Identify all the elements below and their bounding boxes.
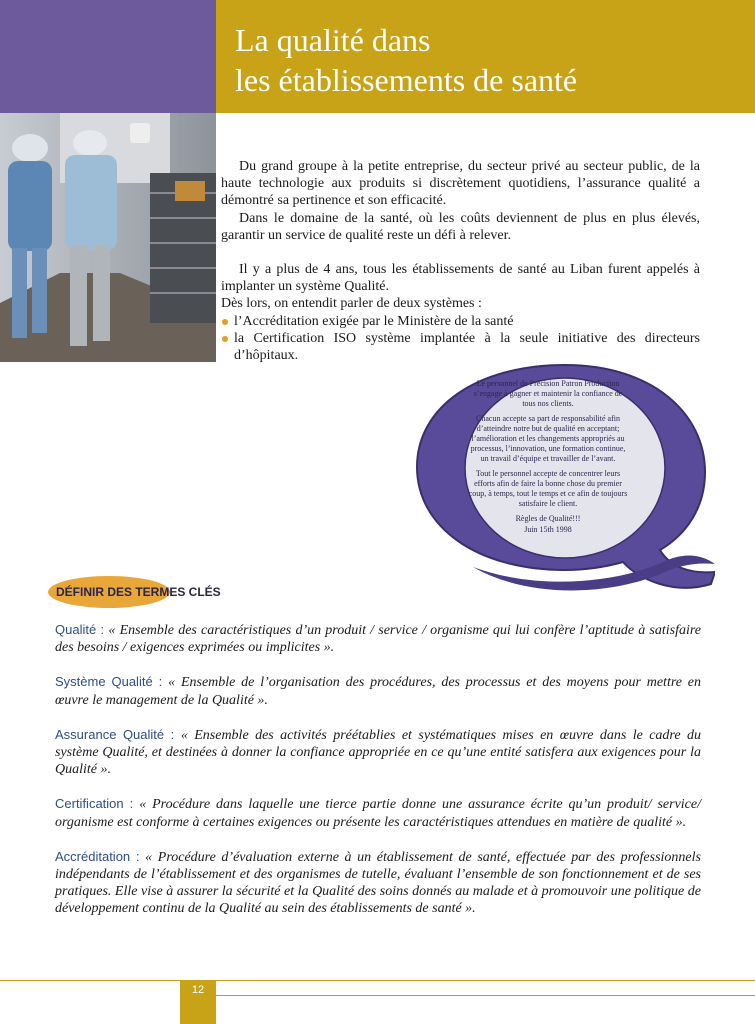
list-item: l’Accréditation exigée par le Ministère de la santé xyxy=(221,313,700,330)
page-number-box xyxy=(180,981,216,1024)
footer-rule-grey xyxy=(216,995,755,996)
term-label: Système Qualité : xyxy=(55,674,169,690)
term-definition: « Ensemble de l’organisation des procédures, des processus et des moyens pour mettre en œuvre le management de la Qualité ». xyxy=(55,675,701,708)
charter-date: Juin 15th 1998 xyxy=(524,525,572,534)
page-number: 12 xyxy=(191,984,205,996)
title-line-1: La qualité dans xyxy=(235,22,431,58)
definition-qualite xyxy=(55,621,701,656)
systems-list xyxy=(221,313,700,365)
intro-paragraph-1: Du grand groupe à la petite entreprise, du secteur privé au secteur public, de la haute technologie aux produits si discrètement quotidiens, l’assurance qualité a démontré sa pertinence et son efficacité. xyxy=(221,159,700,209)
header-purple-block xyxy=(0,0,216,113)
term-definition: « Ensemble des caractéristiques d’un produit / service / organisme qui lui confère l’aptitude à satisfaire des besoins / exigences exprimées ou implicites ». xyxy=(55,623,702,656)
term-label: Assurance Qualité : xyxy=(55,726,181,742)
intro-text xyxy=(221,158,700,364)
quality-charter-text xyxy=(468,379,628,540)
definition-systeme-qualite xyxy=(55,673,701,708)
intro-paragraph-4: Dès lors, on entendit parler de deux systèmes : xyxy=(221,296,482,312)
charter-paragraph-1: Le personnel de Précision Patron Production s’engage à gagner et maintenir la confiance de tous nos clients. xyxy=(473,379,623,408)
title-line-2: les établissements de santé xyxy=(235,62,578,98)
page-title xyxy=(235,20,577,100)
charter-paragraph-3: Tout le personnel accepte de concentrer leurs efforts afin de faire la bonne chose du premier coup, à temps, tout le temps et ce afin de toujours satisfaire le client. xyxy=(468,469,628,508)
definitions-heading xyxy=(48,576,221,608)
definition-assurance-qualite xyxy=(55,726,701,779)
term-definition: « Procédure dans laquelle une tierce partie donne une assurance écrite qu’un produit/ service/ organisme est conforme à certaines exigences ou présente les caractéristiques attendues en matière de qualité ». xyxy=(55,797,701,830)
term-label: Qualité : xyxy=(55,622,109,637)
term-label: Accréditation : xyxy=(55,848,146,864)
term-definition: « Ensemble des activités préétablies et systématiques mises en œuvre dans le cadre du système Qualité, et destinées à donner la confiance appropriée en ce qu’une entité satisfera aux exigences pour la Qualité ». xyxy=(55,727,701,778)
footer-rule xyxy=(0,980,755,981)
charter-paragraph-2: Chacun accepte sa part de responsabilité afin d’atteindre notre but de qualité en acceptant; l’amélioration et les changements appropriés au processus, l’innovation, une formation continue, un travail d’équipe et travailler de l’avant. xyxy=(470,414,626,463)
intro-paragraph-2: Dans le domaine de la santé, où les coûts deviennent de plus en plus élevés, garantir un service de qualité reste un défi à relever. xyxy=(221,210,700,243)
charter-title: Règles de Qualité!!! xyxy=(515,514,581,523)
definition-accreditation xyxy=(55,848,701,918)
term-label: Certification : xyxy=(55,796,140,812)
term-definition: « Procédure d’évaluation externe à un établissement de santé, effectuée par des professionnels indépendants de l’établissement et des organismes de tutelle, évaluant l’ensemble de son fonctionnement et de ses pratiques. Elle vise à assurer la sécurité et la Qualité des soins donnés au malade et à promouvoir une politique de développement continu de la Qualité au sein des établissements de santé ». xyxy=(55,849,701,917)
list-item: la Certification ISO système implantée à la seule initiative des directeurs d’hôpitaux. xyxy=(221,330,700,364)
definitions-heading-label: DÉFINIR DES TERMES CLÉS xyxy=(56,585,221,599)
definition-certification xyxy=(55,795,701,830)
hospital-corridor-illustration xyxy=(0,113,216,362)
intro-paragraph-3: Il y a plus de 4 ans, tous les établissements de santé au Liban furent appelés à implanter un système Qualité. xyxy=(221,262,700,295)
hospital-corridor-photo xyxy=(0,113,216,362)
definitions-list xyxy=(55,621,701,935)
